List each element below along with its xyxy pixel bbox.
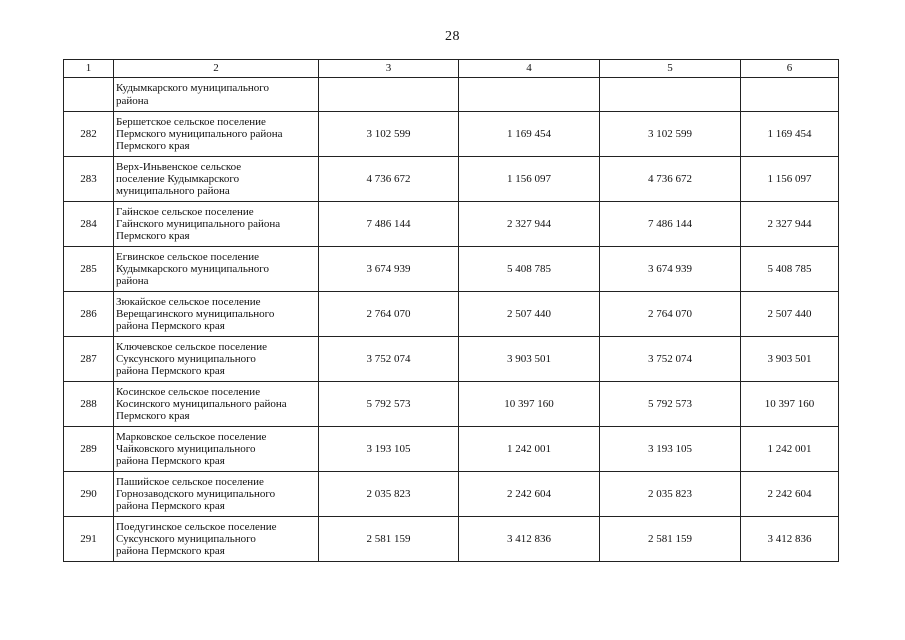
name-line: Поедугинское сельское поселение (116, 520, 277, 533)
value-cell (459, 78, 600, 112)
name-line: Косинское сельское поселение (116, 385, 261, 398)
municipality-name-cell (114, 382, 319, 427)
row-number-cell: 286 (64, 292, 114, 337)
column-header: 1 (64, 60, 114, 78)
table-header-row (64, 60, 839, 78)
table-row (64, 292, 839, 337)
value-cell: 2 327 944 (459, 202, 600, 247)
value-cell: 1 169 454 (741, 112, 839, 157)
row-number-cell: 288 (64, 382, 114, 427)
value-cell: 1 169 454 (459, 112, 600, 157)
column-header: 3 (319, 60, 459, 78)
value-cell: 2 507 440 (741, 292, 839, 337)
row-number-cell: 284 (64, 202, 114, 247)
name-line: района Пермского края (116, 500, 225, 513)
value-cell: 1 156 097 (741, 157, 839, 202)
value-cell: 3 102 599 (319, 112, 459, 157)
value-cell: 4 736 672 (319, 157, 459, 202)
table-row (64, 157, 839, 202)
column-header: 6 (741, 60, 839, 78)
name-line: Кудымкарского муниципального (116, 82, 269, 95)
value-cell: 3 752 074 (319, 337, 459, 382)
table-row (64, 472, 839, 517)
name-line: Пермского муниципального района (116, 127, 283, 140)
name-line: района Пермского края (116, 365, 225, 378)
name-line: Гайнского муниципального района (116, 217, 281, 230)
name-line: Пермского края (116, 230, 190, 243)
name-line: Пашийское сельское поселение (116, 475, 264, 488)
budget-table (63, 59, 839, 562)
value-cell: 5 408 785 (459, 247, 600, 292)
value-cell: 3 903 501 (459, 337, 600, 382)
value-cell: 7 486 144 (319, 202, 459, 247)
value-cell: 3 674 939 (600, 247, 741, 292)
table-row (64, 247, 839, 292)
name-line: Верещагинского муниципального (116, 307, 275, 320)
row-number-cell: 287 (64, 337, 114, 382)
name-line: района Пермского края (116, 545, 225, 558)
value-cell: 7 486 144 (600, 202, 741, 247)
municipality-name-cell (114, 472, 319, 517)
municipality-name-cell (114, 427, 319, 472)
table-row (64, 337, 839, 382)
column-header: 2 (114, 60, 319, 78)
name-line: Пермского края (116, 410, 190, 423)
municipality-name-cell (114, 517, 319, 562)
table-row (64, 382, 839, 427)
continuation-row (64, 78, 839, 112)
name-line: Суксунского муниципального (116, 352, 256, 365)
value-cell: 1 156 097 (459, 157, 600, 202)
municipality-name-cell (114, 247, 319, 292)
name-line: Пермского края (116, 140, 190, 153)
value-cell: 3 193 105 (319, 427, 459, 472)
row-number-cell: 290 (64, 472, 114, 517)
name-line: Зюкайское сельское поселение (116, 295, 261, 308)
value-cell: 1 242 001 (459, 427, 600, 472)
name-line: района Пермского края (116, 455, 225, 468)
name-line: Бершетское сельское поселение (116, 115, 266, 128)
name-line: муниципального района (116, 185, 230, 198)
value-cell (600, 78, 741, 112)
value-cell: 3 903 501 (741, 337, 839, 382)
name-line: Суксунского муниципального (116, 532, 256, 545)
value-cell: 1 242 001 (741, 427, 839, 472)
municipality-name-cell (114, 292, 319, 337)
value-cell: 10 397 160 (741, 382, 839, 427)
value-cell (319, 78, 459, 112)
value-cell: 3 193 105 (600, 427, 741, 472)
value-cell: 3 674 939 (319, 247, 459, 292)
value-cell: 10 397 160 (459, 382, 600, 427)
column-header: 4 (459, 60, 600, 78)
value-cell: 2 242 604 (459, 472, 600, 517)
value-cell: 2 581 159 (600, 517, 741, 562)
name-line: района Пермского края (116, 320, 225, 333)
table-row (64, 202, 839, 247)
name-line: Кудымкарского муниципального (116, 262, 269, 275)
value-cell: 2 242 604 (741, 472, 839, 517)
value-cell: 2 327 944 (741, 202, 839, 247)
value-cell: 2 035 823 (600, 472, 741, 517)
name-line: Горнозаводского муниципального (116, 487, 276, 500)
name-line: Марковское сельское поселение (116, 430, 267, 443)
name-line: района (116, 275, 149, 288)
name-line: поселение Кудымкарского (116, 172, 240, 185)
value-cell: 2 035 823 (319, 472, 459, 517)
value-cell: 2 581 159 (319, 517, 459, 562)
municipality-name-cell (114, 112, 319, 157)
row-number-cell: 289 (64, 427, 114, 472)
name-line: Чайковского муниципального (116, 442, 256, 455)
value-cell: 3 412 836 (459, 517, 600, 562)
value-cell: 5 792 573 (600, 382, 741, 427)
name-line: района (116, 94, 149, 107)
name-line: Егвинское сельское поселение (116, 250, 260, 263)
value-cell: 3 752 074 (600, 337, 741, 382)
table-row (64, 427, 839, 472)
municipality-name-cell (114, 78, 319, 112)
value-cell: 4 736 672 (600, 157, 741, 202)
value-cell: 2 764 070 (319, 292, 459, 337)
value-cell: 3 102 599 (600, 112, 741, 157)
municipality-name-cell (114, 157, 319, 202)
value-cell: 5 792 573 (319, 382, 459, 427)
name-line: Ключевское сельское поселение (116, 340, 268, 353)
municipality-name-cell (114, 202, 319, 247)
name-line: Гайнское сельское поселение (116, 205, 254, 218)
row-number-cell: 291 (64, 517, 114, 562)
table-row (64, 517, 839, 562)
value-cell: 2 507 440 (459, 292, 600, 337)
row-number-cell: 282 (64, 112, 114, 157)
value-cell (741, 78, 839, 112)
page-number: 28 (445, 29, 460, 44)
table-row (64, 112, 839, 157)
name-line: Верх-Иньвенское сельское (116, 160, 242, 173)
value-cell: 2 764 070 (600, 292, 741, 337)
row-number-cell: 285 (64, 247, 114, 292)
value-cell: 5 408 785 (741, 247, 839, 292)
row-number-cell: 283 (64, 157, 114, 202)
name-line: Косинского муниципального района (116, 397, 287, 410)
municipality-name-cell (114, 337, 319, 382)
column-header: 5 (600, 60, 741, 78)
row-number-cell (64, 78, 114, 112)
value-cell: 3 412 836 (741, 517, 839, 562)
